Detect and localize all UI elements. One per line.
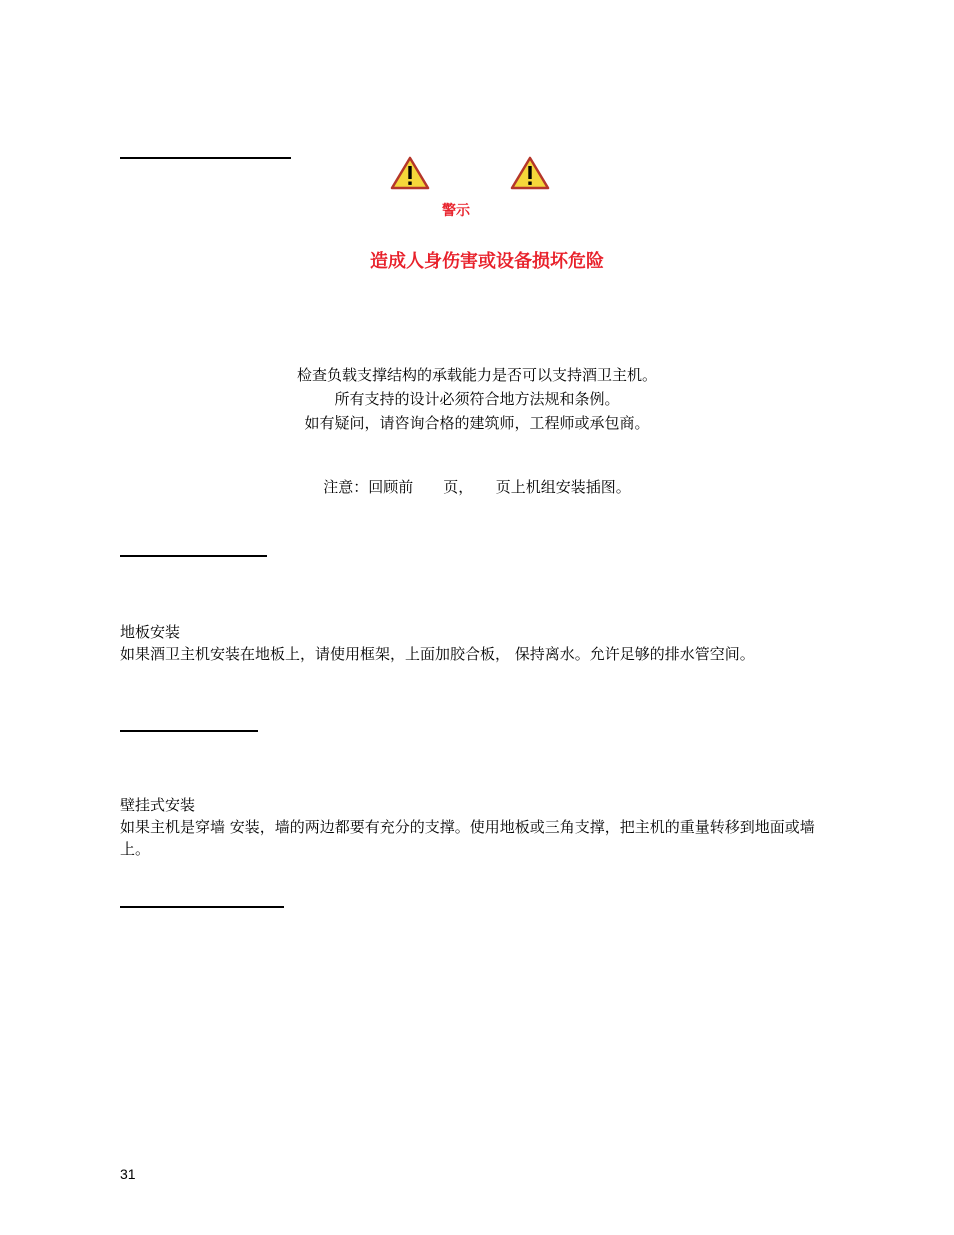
- wall-section: [120, 794, 820, 860]
- instruction-line: 检查负载支撑结构的承载能力是否可以支持酒卫主机。: [296, 366, 657, 384]
- instruction-line: 如有疑问，请咨询合格的建筑师，工程师或承包商。: [304, 414, 650, 432]
- floor-text: 如果酒卫主机安装在地板上，请使用框架，上面加胶合板， 保持离水。允许足够的排水管空间。: [120, 645, 755, 663]
- section-rule-4: [120, 906, 284, 908]
- warning-triangle-icon: [390, 156, 430, 190]
- instruction-line: 所有支持的设计必须符合地方法规和条例。: [334, 390, 620, 408]
- page-number: 31: [120, 1166, 136, 1182]
- warning-label: 警示: [442, 203, 470, 219]
- warning-headline: 造成人身伤害或设备损坏危险: [370, 251, 604, 272]
- section-rule-2: [120, 555, 267, 557]
- section-rule-3: [120, 730, 258, 732]
- note-text: 注意：回顾前 页， 页上机组安装插图。: [323, 478, 631, 496]
- wall-text: 如果主机是穿墙 安装，墙的两边都要有充分的支撑。使用地板或三角支撑，把主机的重量转移到地面或墙上。: [120, 818, 815, 858]
- section-rule-1: [120, 157, 291, 159]
- floor-section: [120, 621, 820, 665]
- warning-triangle-icon: [510, 156, 550, 190]
- floor-heading: 地板安装: [120, 623, 181, 641]
- wall-heading: 壁挂式安装: [120, 796, 196, 814]
